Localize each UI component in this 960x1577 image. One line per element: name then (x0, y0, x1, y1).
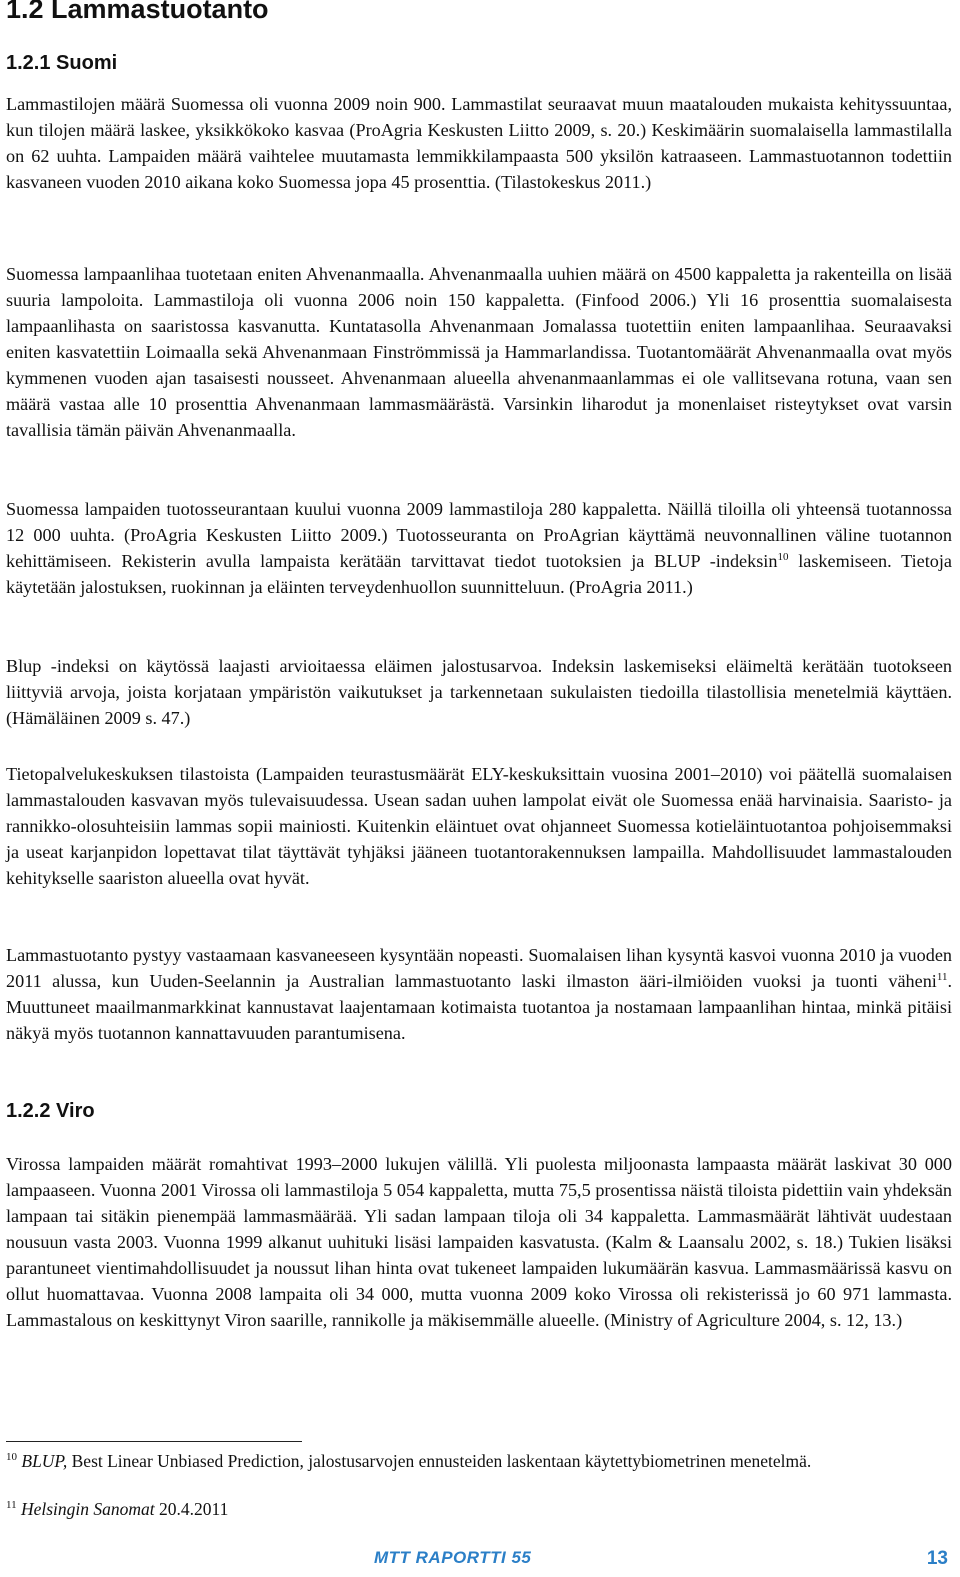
paragraph-text: Suomessa lampaiden tuotosseurantaan kuului vuonna 2009 lammastiloja 280 kappaletta. Näillä tiloilla oli yhteensä tuotannossa 12 000 uuhta. (ProAgria Keskusten Liitto 2009.) Tuotosseuranta on ProAgrian käyttämä neuvonnallinen väline tuotannon kehittämiseen. Rekisterin avulla lampaista kerätään tarvittavat tiedot tuotoksien ja BLUP -indeksin (6, 499, 952, 571)
footnote-11 (6, 1497, 946, 1521)
paragraph-suomi-4: Blup -indeksi on käytössä laajasti arvioitaessa eläimen jalostusarvoa. Indeksin laskemiseksi eläimeltä kerätään tuotokseen liittyviä arvoja, joista korjataan ympäristön vaikutukset ja tarkennetaan sukulaisten tiedoilla tilastollisia menetelmiä käyttäen. (Hämäläinen 2009 s. 47.) (6, 656, 952, 728)
page-number: 13 (926, 1548, 948, 1569)
footnote-text: 20.4.2011 (154, 1499, 229, 1519)
paragraph-suomi-6 (6, 942, 952, 1046)
footnote-divider (6, 1441, 302, 1442)
paragraph-suomi-2: Suomessa lampaanlihaa tuotetaan eniten Ahvenanmaalla. Ahvenanmaalla uuhien määrä on 4500 kappaletta ja rakenteilla on lisää suuria lampoloita. Lammastiloja oli vuonna 2006 noin 150 kappaletta. (Finfood 2006.) Yli 16 prosenttia suomalaisesta lampaanlihasta on saaristossa kasvanutta. Kuntatasolla Ahvenanmaan Jomalassa tuotettiin eniten lampaanlihaa. Seuraavaksi eniten kasvatettiin Loimaalla sekä Ahvenanmaan Finströmmissä ja Hammarlandissa. Tuotantomäärät Ahvenanmaalla ovat myös kymmenen vuoden ajan tasaisesti nousseet. Ahvenanmaan alueella ahvenanmaanlammas ei ole vallitsevana rotuna, vaan sen määrä vastaa alle 10 prosenttia Ahvenanmaan lammasmäärästä. Varsinkin liharodut ja monenlaiset risteytykset ovat varsin tavallisia tämän päivän Ahvenanmaalla. (6, 264, 952, 440)
footnote-ref-11: 11 (936, 970, 948, 983)
footnote-number: 10 (6, 1451, 17, 1464)
paragraph-text: Lammastuotanto pystyy vastaamaan kasvaneeseen kysyntään nopeasti. Suomalaisen lihan kysyntä kasvoi vuonna 2010 ja vuoden 2011 alussa, kun Uuden-Seelannin ja Australian lammastuotanto laski ilmaston ääri-ilmiöiden vuoksi ja tuonti väheni (6, 945, 952, 991)
paragraph-text: . Muuttuneet maailmanmarkkinat kannustavat laajentamaan kotimaista tuotantoa ja nostamaan lampaanlihan hintaa, minkä pitäisi näkyä myös tuotannon kannattavuuden parantumisena. (6, 971, 952, 1043)
footnote-ref-10: 10 (777, 550, 789, 563)
paragraph-viro: Virossa lampaiden määrät romahtivat 1993–2000 lukujen välillä. Yli puolesta miljoonasta lampaasta määrät laskivat 30 000 lampaaseen. Vuonna 2001 Virossa oli lammastiloja 5 054 kappaletta, mutta 75,5 prosentissa näistä tiloista pidettiin vain yhdeksän lampaan tai sitäkin pienempää lammasmäärää. Yli sadan lampaan tiloja oli 34 kappaletta. Lammasmäärät lähtivät uudestaan nousuun vasta 2003. Vuonna 1999 alkanut uuhituki lisäsi lampaiden kasvatusta. (Kalm & Laansalu 2002, s. 18.) Tukien lisäksi parantuneet vientimahdollisuudet ja noussut lihan hinta ovat tukeneet lampaiden lukumäärän kasvua. Lammasmäärissä kasvu on ollut huomattavaa. Vuonna 2008 lampaita oli 34 000, mutta vuonna 2009 koko Virossa oli rekisterissä jo 60 971 lammasta. Lammastalous on keskittynyt Viron saarille, rannikolle ja mäkisemmälle alueelle. (Ministry of Agriculture 2004, s. 12, 13.) (6, 1154, 952, 1330)
footnote-number: 11 (6, 1499, 17, 1512)
subsection-heading-viro: 1.2.2 Viro (6, 1100, 95, 1122)
paragraph-text: laskemiseen. Tietoja käytetään jalostuksen, ruokinnan ja eläinten terveydenhuollon suunnitteluun. (ProAgria 2011.) (6, 551, 952, 597)
paragraph-suomi-5: Tietopalvelukeskuksen tilastoista (Lampaiden teurastusmäärät ELY-keskuksittain vuosina 2001–2010) voi päätellä suomalaisen lammastalouden kasvavan myös tulevaisuudessa. Usean sadan uuhen lampolat eivät ole Suomessa enää harvinaisia. Saaristo- ja rannikko-olosuhteisiin lammas sopii mainiosti. Kuitenkin eläintuet ovat ohjanneet Suomessa kotieläintuotantoa pohjoisemmaksi ja useat karjanpidon lopettavat tilat täyttävät tyhjäksi jääneen tuotantorakennuksen lampailla. Mahdollisuudet lammastalouden kehitykselle saariston alueella ovat hyvät. (6, 764, 952, 888)
section-heading-lammastuotanto: 1.2 Lammastuotanto (6, 0, 269, 24)
subsection-heading-suomi: 1.2.1 Suomi (6, 52, 118, 74)
footnote-term: BLUP, (21, 1451, 68, 1471)
footer-brand: MTT RAPORTTI 55 (374, 1548, 532, 1567)
paragraph-suomi-3 (6, 496, 952, 600)
footnote-term: Helsingin Sanomat (20, 1499, 155, 1519)
footnote-text: Best Linear Unbiased Prediction, jalostusarvojen ennusteiden laskentaan käytettybiometrinen menetelmä. (67, 1451, 812, 1471)
footnote-10 (6, 1449, 946, 1473)
paragraph-suomi-1: Lammastilojen määrä Suomessa oli vuonna 2009 noin 900. Lammastilat seuraavat muun maatalouden mukaista kehityssuuntaa, kun tilojen määrä laskee, yksikkökoko kasvaa (ProAgria Keskusten Liitto 2009, s. 20.) Keskimäärin suomalaisella lammastilalla on 62 uuhta. Lampaiden määrä vaihtelee muutamasta lemmikkilampaasta 500 yksilön katraaseen. Lammastuotannon todettiin kasvaneen vuoden 2010 aikana koko Suomessa jopa 45 prosenttia. (Tilastokeskus 2011.) (6, 94, 952, 192)
